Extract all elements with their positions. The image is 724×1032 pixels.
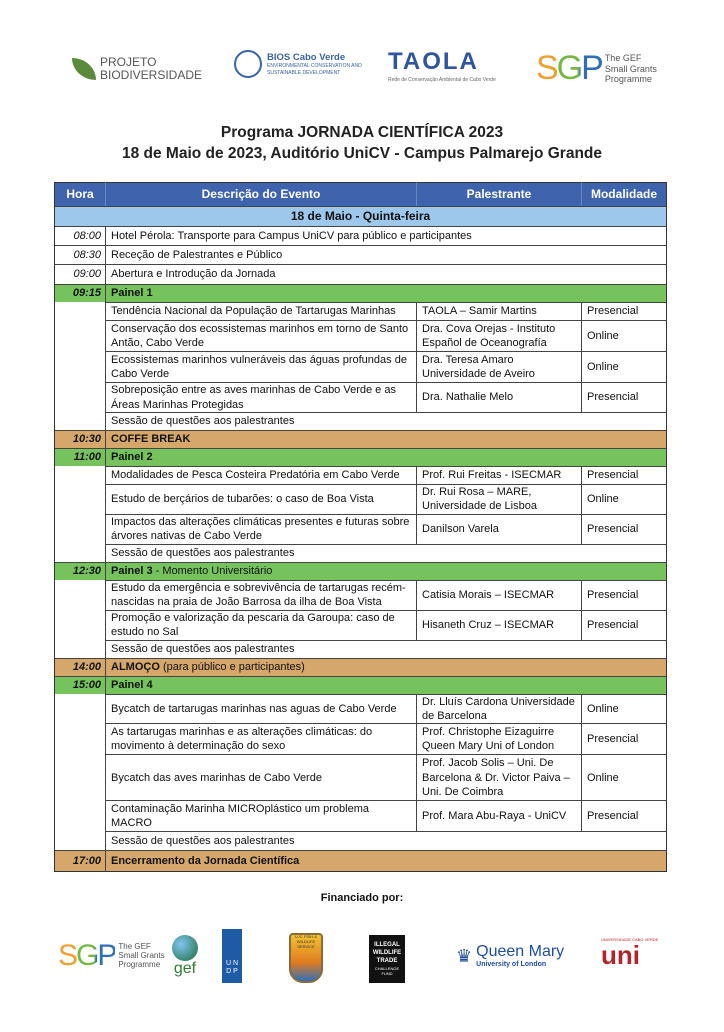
bios-circle-icon <box>234 50 262 78</box>
event-subtitle: (para público e participantes) <box>159 660 305 673</box>
queen-mary-logo: ♛ Queen Mary University of London <box>456 943 565 968</box>
globe-icon <box>172 935 198 961</box>
talk-row <box>55 466 667 484</box>
undp-logo: U N D P <box>222 929 242 983</box>
time: 10:30 <box>55 430 106 448</box>
sgp-logo-bottom: SGP The GEF Small Grants Programme <box>58 939 165 973</box>
modality: Presencial <box>582 302 667 320</box>
talk-row <box>55 580 667 610</box>
hora-cell <box>55 694 106 724</box>
event-label <box>106 448 667 466</box>
time: 12:30 <box>55 562 106 580</box>
header-descricao: Descrição do Evento <box>106 182 417 206</box>
break-row <box>55 430 667 448</box>
hora-cell <box>55 580 106 610</box>
event-subtitle: - Momento Universitário <box>152 564 273 577</box>
hora-cell <box>55 640 106 658</box>
sgp-logo-top: SGP The GEF Small Grants Programme <box>536 49 657 87</box>
talk-title: Impactos das alterações climáticas presentes e futuras sobre árvores nativas de Cabo Verde <box>106 514 417 544</box>
header-modalidade: Modalidade <box>582 182 667 206</box>
unicv-logo: UNIVERSIDADE CABO VERDE uni <box>601 937 659 971</box>
usfws-logo: U.S. FISH & WILDLIFE SERVICE <box>289 933 323 983</box>
session-label: Sessão de questões aos palestrantes <box>106 640 667 658</box>
plain-row <box>55 245 667 264</box>
talk-row <box>55 302 667 320</box>
time: 15:00 <box>55 676 106 694</box>
event-title: Encerramento da Jornada Científica <box>111 855 300 868</box>
session-label: Sessão de questões aos palestrantes <box>106 412 667 430</box>
modality: Presencial <box>582 800 667 831</box>
modality: Online <box>582 320 667 351</box>
day-label: 18 de Maio - Quinta-feira <box>55 206 667 226</box>
header-palestrante: Palestrante <box>417 182 582 206</box>
event-title: Painel 1 <box>111 287 153 300</box>
talk-row <box>55 723 667 754</box>
event-title: Painel 3 <box>111 564 153 577</box>
taola-logo: TAOLA Rede de Conservação Ambiental de Cabo Verde <box>388 48 496 83</box>
funders-section <box>0 892 724 1032</box>
hora-cell <box>55 754 106 800</box>
session-row <box>55 640 667 658</box>
speaker: Dr. Lluís Cardona Universidade de Barcelona <box>417 694 582 724</box>
event-label <box>106 562 667 580</box>
hora-cell <box>55 723 106 754</box>
panel-row <box>55 284 667 302</box>
modality: Online <box>582 351 667 382</box>
modality: Presencial <box>582 514 667 544</box>
talk-row <box>55 514 667 544</box>
talk-row <box>55 484 667 514</box>
bios-cabo-verde-logo: BIOS Cabo Verde ENVIRONMENTAL CONSERVATION AND SUSTAINABLE DEVELOPMENT <box>234 50 377 78</box>
speaker: Dra. Teresa Amaro Universidade de Aveiro <box>417 351 582 382</box>
time: 14:00 <box>55 658 106 676</box>
event-label <box>106 245 667 264</box>
talk-title: Tendência Nacional da População de Tartarugas Marinhas <box>106 302 417 320</box>
talk-title: Promoção e valorização da pescaria da Garoupa: caso de estudo no Sal <box>106 610 417 640</box>
event-label <box>106 850 667 871</box>
hora-cell <box>55 302 106 320</box>
hora-cell <box>55 610 106 640</box>
speaker: Dra. Cova Orejas - Instituto Español de Oceanografía <box>417 320 582 351</box>
day-row <box>55 206 667 226</box>
time: 17:00 <box>55 850 106 871</box>
talk-row <box>55 320 667 351</box>
break-row <box>55 658 667 676</box>
speaker: Prof. Rui Freitas - ISECMAR <box>417 466 582 484</box>
modality: Presencial <box>582 382 667 412</box>
hora-cell <box>55 466 106 484</box>
header-hora: Hora <box>55 182 106 206</box>
hora-cell <box>55 351 106 382</box>
leaf-icon <box>72 58 96 80</box>
speaker: Hisaneth Cruz – ISECMAR <box>417 610 582 640</box>
event-label <box>106 264 667 284</box>
talk-row <box>55 351 667 382</box>
page-title: Programa JORNADA CIENTÍFICA 2023 <box>220 124 504 141</box>
talk-row <box>55 382 667 412</box>
hora-cell <box>55 514 106 544</box>
talk-title: Bycatch de tartarugas marinhas nas aguas de Cabo Verde <box>106 694 417 724</box>
talk-title: Modalidades de Pesca Costeira Predatória em Cabo Verde <box>106 466 417 484</box>
break-row <box>55 850 667 871</box>
content-flow <box>0 182 724 1032</box>
time: 08:00 <box>55 226 106 245</box>
event-title: Painel 4 <box>111 678 153 691</box>
hora-cell <box>55 382 106 412</box>
talk-title: Estudo da emergência e sobrevivência de tartarugas recém-nascidas na praia de João Barrosa da ilha de Boa Vista <box>106 580 417 610</box>
event-title: ALMOÇO <box>111 660 160 673</box>
talk-row <box>55 800 667 831</box>
panel-row <box>55 562 667 580</box>
speaker: Danilson Varela <box>417 514 582 544</box>
session-label: Sessão de questões aos palestrantes <box>106 544 667 562</box>
event-label <box>106 676 667 694</box>
talk-title: Bycatch das aves marinhas de Cabo Verde <box>106 754 417 800</box>
talk-title: Conservação dos ecossistemas marinhos em torno de Santo Antão, Cabo Verde <box>106 320 417 351</box>
hora-cell <box>55 412 106 430</box>
event-label <box>106 658 667 676</box>
event-label <box>106 430 667 448</box>
time: 08:30 <box>55 245 106 264</box>
crown-icon: ♛ <box>456 946 473 967</box>
event-label <box>106 226 667 245</box>
session-row <box>55 544 667 562</box>
talk-title: Estudo de berçários de tubarões: o caso de Boa Vista <box>106 484 417 514</box>
speaker: TAOLA – Samir Martins <box>417 302 582 320</box>
modality: Presencial <box>582 466 667 484</box>
speaker: Dra. Nathalie Melo <box>417 382 582 412</box>
hora-cell <box>55 320 106 351</box>
talk-row <box>55 694 667 724</box>
modality: Online <box>582 484 667 514</box>
talk-row <box>55 754 667 800</box>
hora-cell <box>55 484 106 514</box>
time: 11:00 <box>55 448 106 466</box>
projeto-biodiversidade-logo: PROJETO BIODIVERSIDADE <box>72 56 210 81</box>
event-title: Receção de Palestrantes e Público <box>111 248 283 261</box>
speaker: Prof. Mara Abu-Raya - UniCV <box>417 800 582 831</box>
talk-title: Sobreposição entre as aves marinhas de Cabo Verde e as Áreas Marinhas Protegidas <box>106 382 417 412</box>
modality: Presencial <box>582 723 667 754</box>
iwt-logo: ILLEGAL WILDLIFE TRADE CHALLENGE FUND <box>369 935 405 983</box>
panel-row <box>55 448 667 466</box>
talk-title: As tartarugas marinhas e as alterações climáticas: do movimento à determinação do sexo <box>106 723 417 754</box>
table-header-row <box>55 182 667 206</box>
program-table <box>54 182 667 872</box>
gef-logo: gef <box>172 935 198 977</box>
panel-row <box>55 676 667 694</box>
time: 09:15 <box>55 284 106 302</box>
plain-row <box>55 226 667 245</box>
speaker: Dr. Rui Rosa – MARE, Universidade de Lisboa <box>417 484 582 514</box>
page-subtitle: 18 de Maio de 2023, Auditório UniCV - Campus Palmarejo Grande <box>121 145 603 162</box>
session-label: Sessão de questões aos palestrantes <box>106 831 667 850</box>
time: 09:00 <box>55 264 106 284</box>
modality: Presencial <box>582 610 667 640</box>
session-row <box>55 412 667 430</box>
event-title: Painel 2 <box>111 451 153 464</box>
event-label <box>106 284 667 302</box>
event-title: COFFE BREAK <box>111 433 191 446</box>
funded-by-label: Financiado por: <box>320 892 404 905</box>
hora-cell <box>55 831 106 850</box>
speaker: Prof. Jacob Solis – Uni. De Barcelona & Dr. Victor Paiva – Uni. De Coimbra <box>417 754 582 800</box>
speaker: Catisia Morais – ISECMAR <box>417 580 582 610</box>
talk-title: Ecossistemas marinhos vulneráveis das águas profundas de Cabo Verde <box>106 351 417 382</box>
modality: Presencial <box>582 580 667 610</box>
event-title: Hotel Pérola: Transporte para Campus UniCV para público e participantes <box>111 229 472 242</box>
session-row <box>55 831 667 850</box>
event-title: Abertura e Introdução da Jornada <box>111 268 276 281</box>
speaker: Prof. Christophe Eizaguirre Queen Mary Uni of London <box>417 723 582 754</box>
hora-cell <box>55 800 106 831</box>
modality: Online <box>582 754 667 800</box>
modality: Online <box>582 694 667 724</box>
hora-cell <box>55 544 106 562</box>
plain-row <box>55 264 667 284</box>
talk-row <box>55 610 667 640</box>
talk-title: Contaminação Marinha MICROplástico um problema MACRO <box>106 800 417 831</box>
